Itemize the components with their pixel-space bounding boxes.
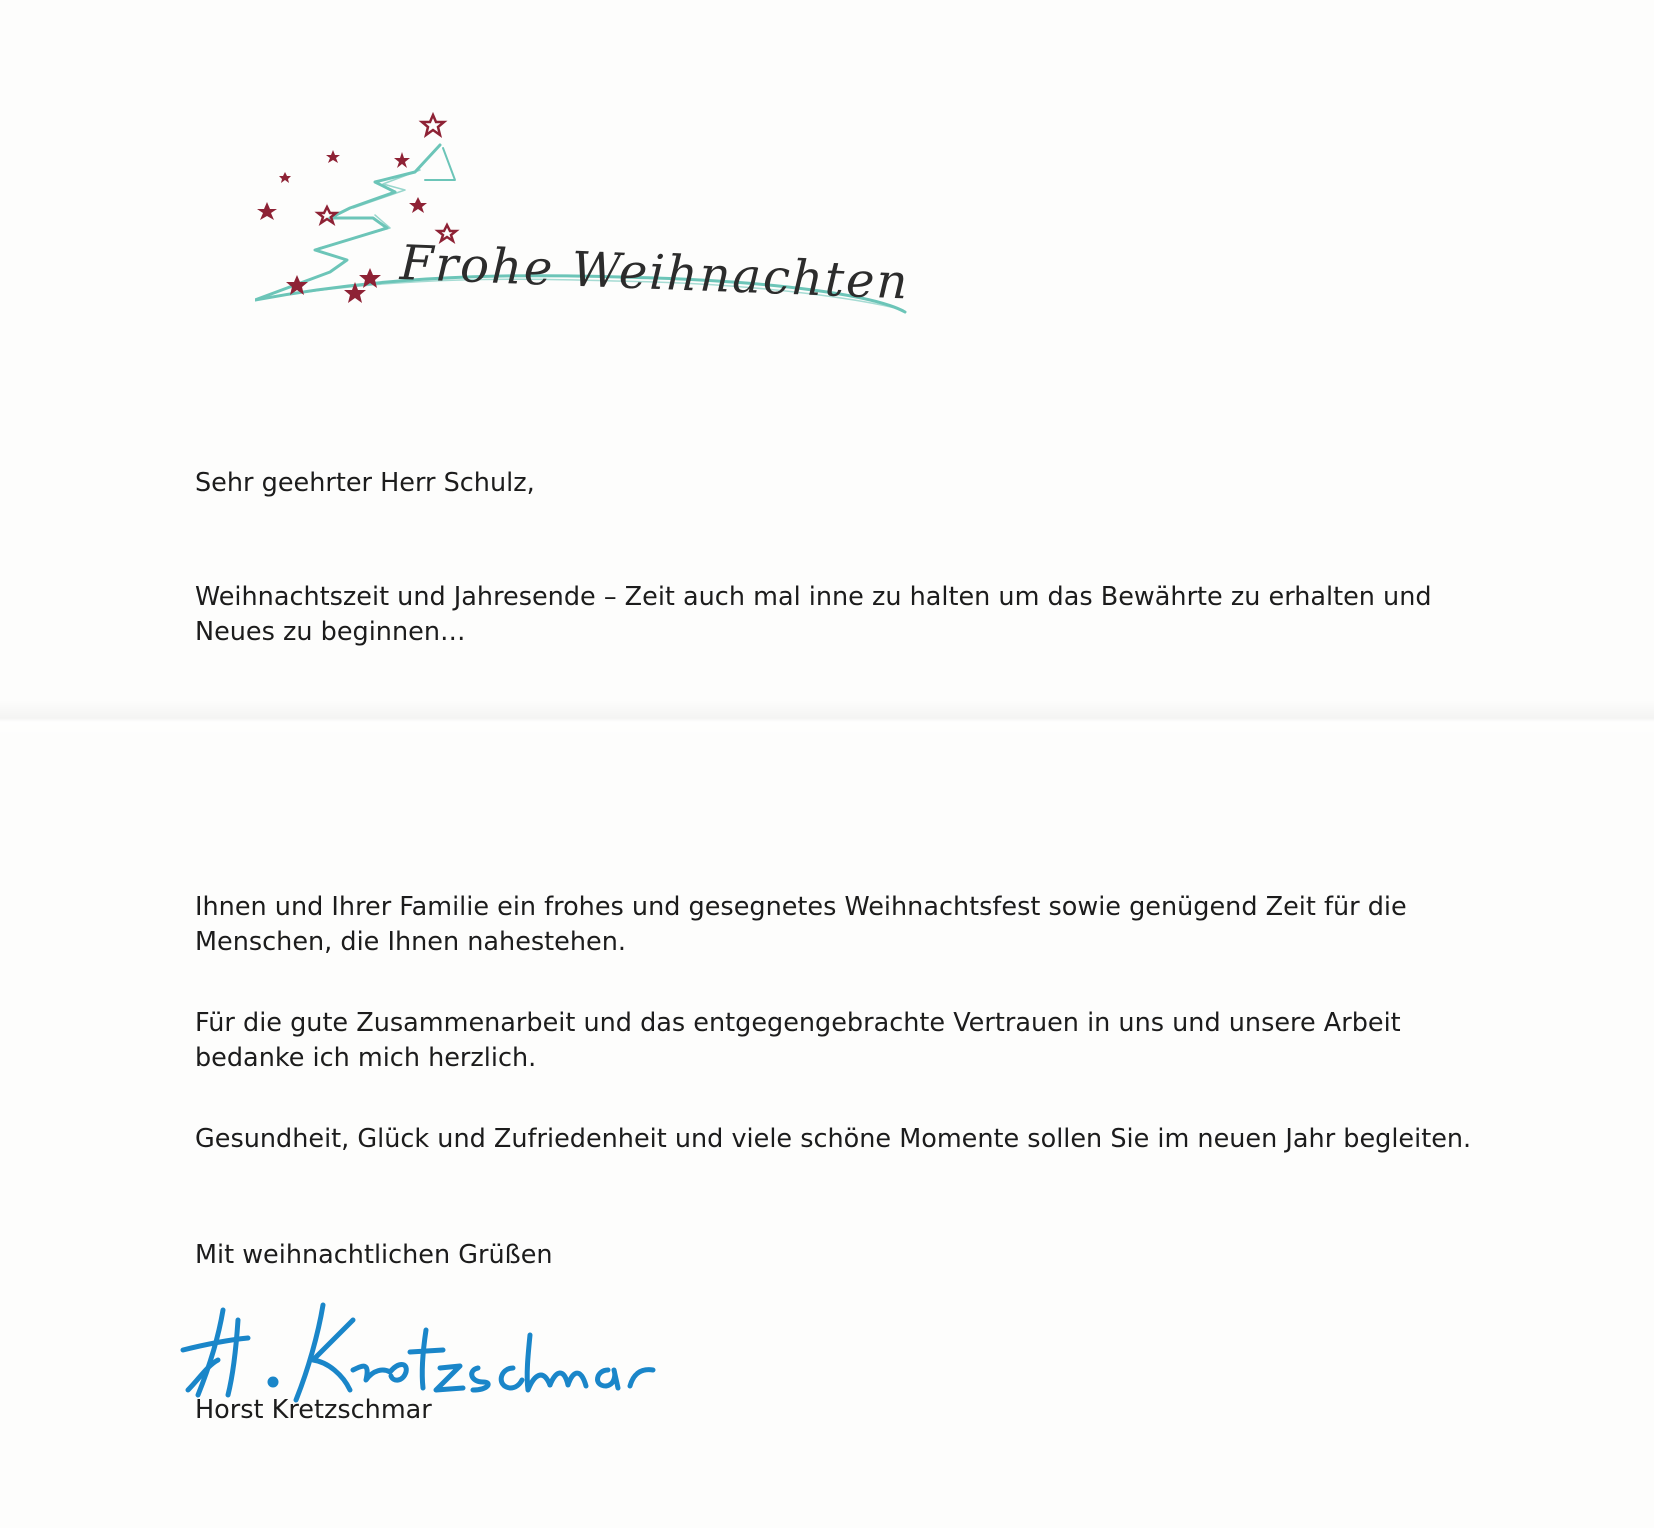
signer-name: Horst Kretzschmar [195,1395,432,1425]
closing: Mit weihnachtlichen Grüßen [195,1240,553,1270]
paragraph-3: Für die gute Zusammenarbeit und das entgegengebrachte Vertrauen in uns und unsere Arbeit bedanke ich mich herzlich. [195,1008,1401,1073]
paragraph-2: Ihnen und Ihrer Familie ein frohes und gesegnetes Weihnachtsfest sowie genügend Zeit für die Menschen, die Ihnen nahestehen. [195,892,1407,957]
handwritten-signature [178,1290,658,1410]
christmas-logo [255,110,975,340]
paragraph-4: Gesundheit, Glück und Zufriedenheit und viele schöne Momente sollen Sie im neuen Jahr begleiten. [195,1124,1472,1154]
salutation: Sehr geehrter Herr Schulz, [195,468,535,498]
signature-icon [178,1290,658,1410]
paper-fold [0,700,1654,740]
logo-title: Frohe Weihnachten [398,235,911,311]
paragraph-1: Weihnachtszeit und Jahresende – Zeit auch mal inne zu halten um das Bewährte zu erhalten und Neues zu beginnen… [195,582,1432,647]
